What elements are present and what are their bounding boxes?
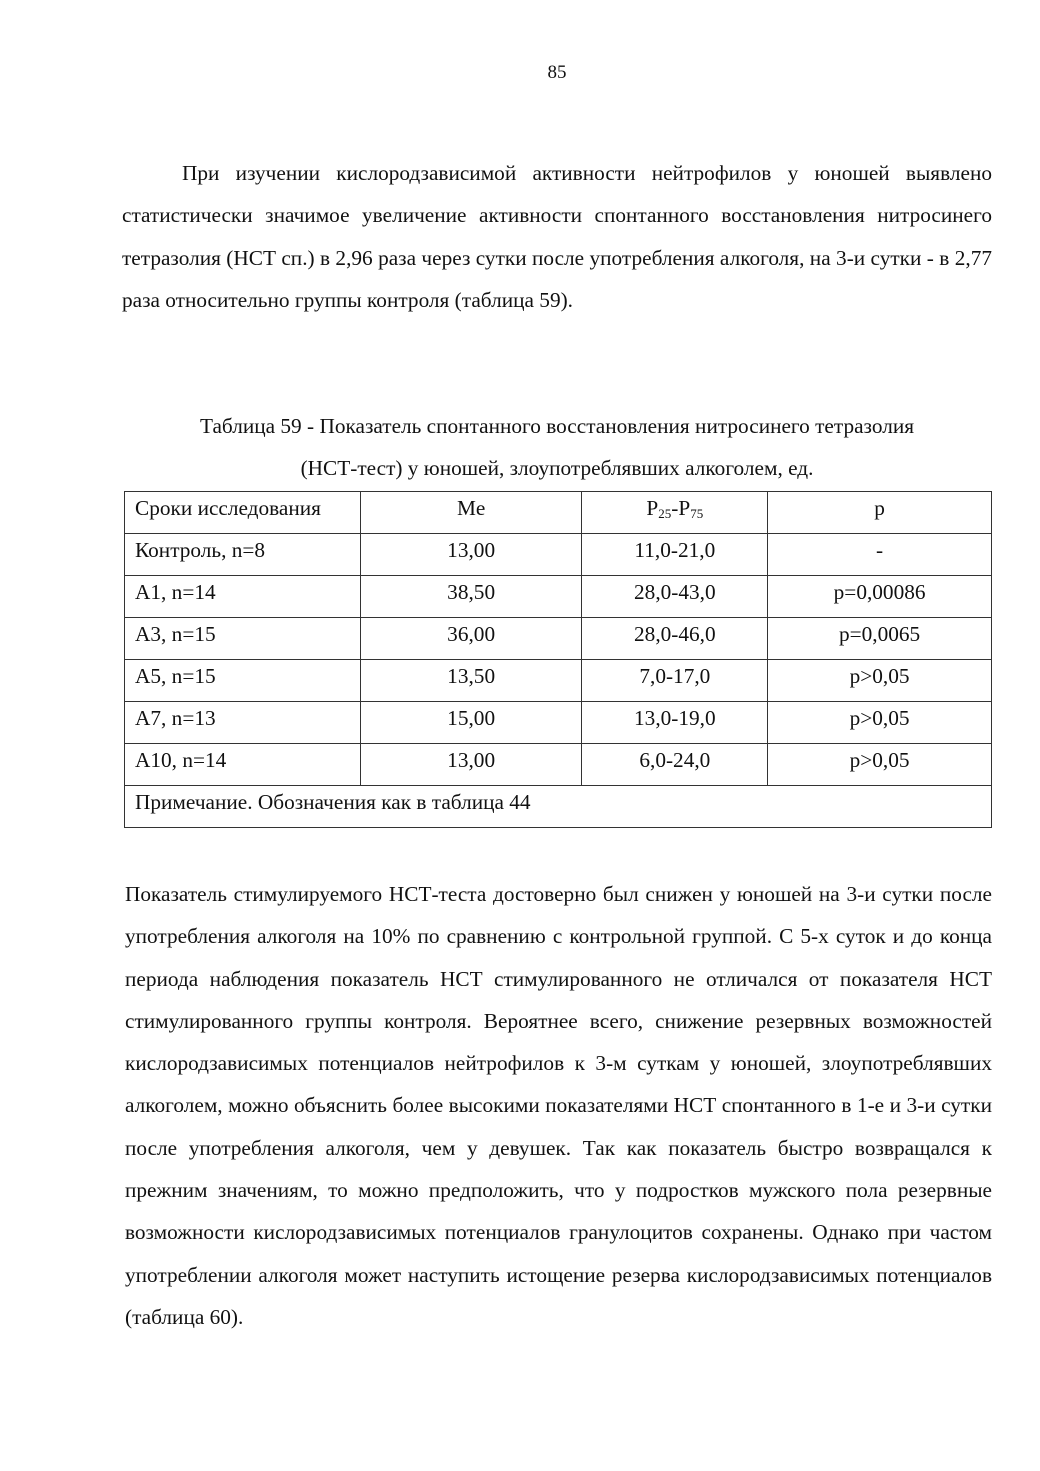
results-table xyxy=(124,491,992,828)
table-caption-line-1: Таблица 59 - Показатель спонтанного восстановления нитросинего тетразолия xyxy=(199,414,915,438)
cell-median: 13,00 xyxy=(360,534,582,576)
cell-median: 38,50 xyxy=(360,576,582,618)
table-caption-line-2: (НСТ-тест) у юношей, злоупотреблявших алкоголем, ед. xyxy=(300,456,814,480)
header-p75: P xyxy=(678,496,691,520)
table-row xyxy=(125,618,992,660)
cell-percentiles: 28,0-46,0 xyxy=(582,618,768,660)
cell-median: 13,00 xyxy=(360,744,582,786)
header-dash: - xyxy=(671,496,679,520)
table-note: Примечание. Обозначения как в таблица 44 xyxy=(125,786,992,828)
cell-percentiles: 7,0-17,0 xyxy=(582,660,768,702)
cell-percentiles: 13,0-19,0 xyxy=(582,702,768,744)
header-median: Me xyxy=(360,492,582,534)
cell-period: Контроль, n=8 xyxy=(125,534,361,576)
table-header-row xyxy=(125,492,992,534)
discussion-paragraph: Показатель стимулируемого НСТ-теста достоверно был снижен у юношей на 3-и сутки после употребления алкоголя на 10% по сравнению с контрольной группой. С 5-х суток и до конца периода наблюдения показатель НСТ стимулированного не отличался от показателя НСТ стимулированного группы контроля. Вероятнее всего, снижение резервных возможностей кислородзависимых потенциалов нейтрофилов к 3-м суткам у юношей, злоупотреблявших алкоголем, можно объяснить более высокими показателями НСТ спонтанного в 1-е и 3-и сутки после употребления алкоголя, чем у девушек. Так как показатель быстро возвращался к прежним значениям, то можно предположить, что у подростков мужского пола резервные возможности кислородзависимых потенциалов гранулоцитов сохранены. Однако при частом употреблении алкоголя может наступить истощение резерва кислородзависимых потенциалов (таблица 60). xyxy=(125,882,992,1329)
cell-pvalue: p=0,0065 xyxy=(768,618,992,660)
table-caption xyxy=(122,405,992,489)
header-period: Сроки исследования xyxy=(125,492,361,534)
header-pvalue: p xyxy=(768,492,992,534)
cell-pvalue: p=0,00086 xyxy=(768,576,992,618)
table-row xyxy=(125,534,992,576)
cell-period: А3, n=15 xyxy=(125,618,361,660)
cell-median: 36,00 xyxy=(360,618,582,660)
header-percentiles xyxy=(582,492,768,534)
table-row xyxy=(125,744,992,786)
header-p75-subscript: 75 xyxy=(690,506,704,521)
cell-percentiles: 6,0-24,0 xyxy=(582,744,768,786)
cell-pvalue: p>0,05 xyxy=(768,660,992,702)
cell-pvalue: - xyxy=(768,534,992,576)
cell-pvalue: p>0,05 xyxy=(768,744,992,786)
cell-pvalue: p>0,05 xyxy=(768,702,992,744)
table-note-row xyxy=(125,786,992,828)
cell-median: 13,50 xyxy=(360,660,582,702)
cell-median: 15,00 xyxy=(360,702,582,744)
intro-paragraph: При изучении кислородзависимой активности нейтрофилов у юношей выявлено статистически значимое увеличение активности спонтанного восстановления нитросинего тетразолия (НСТ сп.) в 2,96 раза через сутки после употребления алкоголя, на 3-и сутки - в 2,77 раза относительно группы контроля (таблица 59). xyxy=(122,161,992,313)
cell-period: А5, n=15 xyxy=(125,660,361,702)
cell-period: А7, n=13 xyxy=(125,702,361,744)
table-row xyxy=(125,660,992,702)
page-number: 85 xyxy=(547,62,567,83)
cell-period: А10, n=14 xyxy=(125,744,361,786)
cell-percentiles: 28,0-43,0 xyxy=(582,576,768,618)
cell-period: А1, n=14 xyxy=(125,576,361,618)
table-row xyxy=(125,702,992,744)
table-row xyxy=(125,576,992,618)
cell-percentiles: 11,0-21,0 xyxy=(582,534,768,576)
header-p25-subscript: 25 xyxy=(658,506,672,521)
header-p25: P xyxy=(646,496,659,520)
